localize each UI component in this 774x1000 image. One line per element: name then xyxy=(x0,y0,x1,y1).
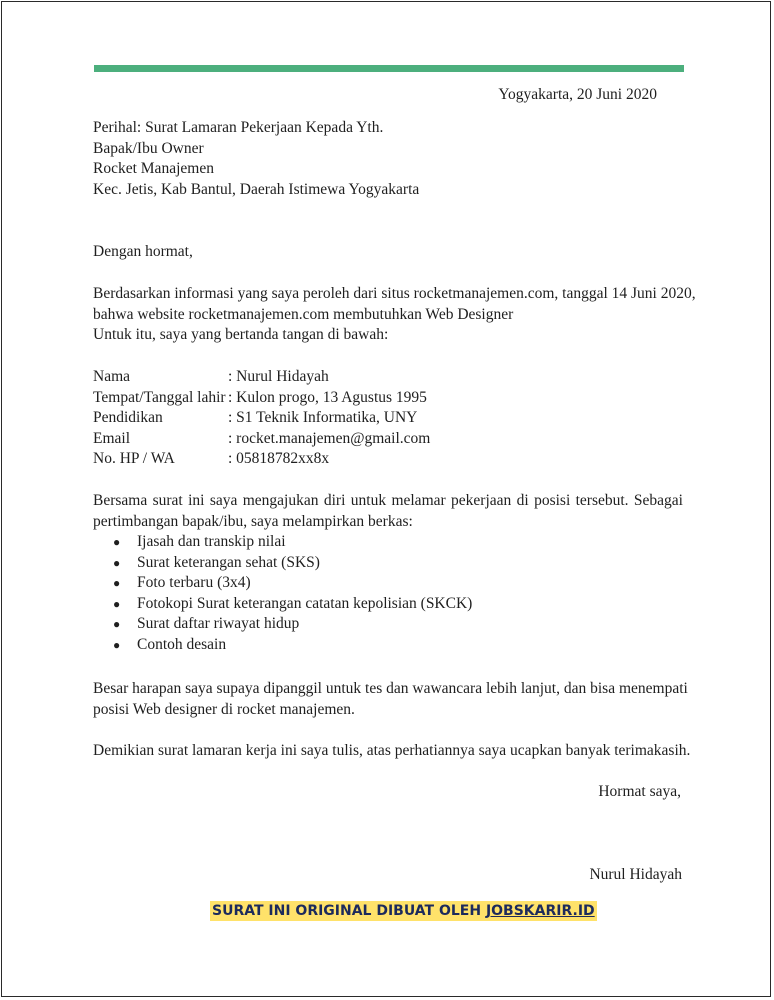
closing-line: posisi Web designer di rocket manajemen. xyxy=(93,700,355,718)
footer-link[interactable]: JOBSKARIR.ID xyxy=(485,903,595,919)
thanks-line: Demikian surat lamaran kerja ini saya tulis, atas perhatiannya saya ucapkan banyak terimakasih. xyxy=(93,742,691,759)
letter-date: Yogyakarta, 20 Juni 2020 xyxy=(498,86,657,103)
identity-label: Email xyxy=(93,429,131,447)
intro-paragraph xyxy=(93,284,696,346)
attachment-label: Fotokopi Surat keterangan catatan kepolisian (SKCK) xyxy=(137,594,473,612)
bullet-icon: ● xyxy=(113,535,121,549)
attachment-intro-paragraph xyxy=(93,491,683,532)
identity-value: : 05818782xx8x xyxy=(228,450,330,467)
recipient-company: Rocket Manajemen xyxy=(93,160,214,177)
identity-row-education xyxy=(93,408,430,429)
footer-banner xyxy=(210,901,597,921)
identity-row-phone xyxy=(93,449,430,470)
bullet-icon: ● xyxy=(113,555,121,570)
identity-value: : Nurul Hidayah xyxy=(228,368,329,385)
bullet-icon: ● xyxy=(113,617,121,631)
intro-line: bahwa website rocketmanajemen.com membutuhkan Web Designer xyxy=(93,305,514,323)
identity-table xyxy=(93,367,430,470)
intro-line: Untuk itu, saya yang bertanda tangan di bawah: xyxy=(93,326,389,343)
identity-row-birth xyxy=(93,388,430,409)
attachment-label: Foto terbaru (3x4) xyxy=(137,574,251,591)
footer-prefix: SURAT INI ORIGINAL DIBUAT OLEH xyxy=(212,903,486,919)
attachment-label: Surat keterangan sehat (SKS) xyxy=(137,553,320,571)
signature-name: Nurul Hidayah xyxy=(589,866,682,883)
attachment-intro-line: Bersama surat ini saya mengajukan diri untuk melamar pekerjaan di posisi tersebut. Sebagai xyxy=(93,492,683,509)
closing-line: Besar harapan saya supaya dipanggil untuk tes dan wawancara lebih lanjut, dan bisa menempati xyxy=(93,680,688,697)
attachment-label: Contoh desain xyxy=(137,635,227,653)
recipient-block xyxy=(93,118,419,200)
subject-line: Perihal: Surat Lamaran Pekerjaan Kepada Yth. xyxy=(93,119,384,136)
intro-line: Berdasarkan informasi yang saya peroleh dari situs rocketmanajemen.com, tanggal 14 Juni 2020, xyxy=(93,285,696,302)
identity-row-email xyxy=(93,429,430,450)
list-item xyxy=(113,573,472,594)
salutation: Hormat saya, xyxy=(598,783,681,800)
list-item xyxy=(113,553,472,574)
attachment-label: Ijasah dan transkip nilai xyxy=(137,533,286,550)
bullet-icon: ● xyxy=(113,596,121,611)
attachment-list xyxy=(113,532,472,655)
identity-label: Pendidikan xyxy=(93,409,163,426)
bullet-icon: ● xyxy=(113,576,121,590)
closing-paragraph xyxy=(93,679,688,720)
list-item xyxy=(113,594,472,615)
identity-label: Tempat/Tanggal lahir xyxy=(93,388,226,406)
attachment-intro-line: pertimbangan bapak/ibu, saya melampirkan berkas: xyxy=(93,512,413,530)
identity-value: : Kulon progo, 13 Agustus 1995 xyxy=(228,388,427,406)
list-item xyxy=(113,614,472,635)
greeting: Dengan hormat, xyxy=(93,243,193,260)
recipient-address: Kec. Jetis, Kab Bantul, Daerah Istimewa Yogyakarta xyxy=(93,180,420,198)
identity-value: : S1 Teknik Informatika, UNY xyxy=(228,409,418,426)
list-item xyxy=(113,532,472,553)
list-item xyxy=(113,635,472,656)
identity-label: Nama xyxy=(93,368,131,385)
recipient-line: Bapak/Ibu Owner xyxy=(93,139,204,157)
identity-label: No. HP / WA xyxy=(93,450,175,467)
identity-value: : rocket.manajemen@gmail.com xyxy=(228,429,431,447)
bullet-icon: ● xyxy=(113,637,121,652)
header-accent-bar xyxy=(94,65,684,72)
identity-row-name xyxy=(93,367,430,388)
attachment-label: Surat daftar riwayat hidup xyxy=(137,615,300,632)
